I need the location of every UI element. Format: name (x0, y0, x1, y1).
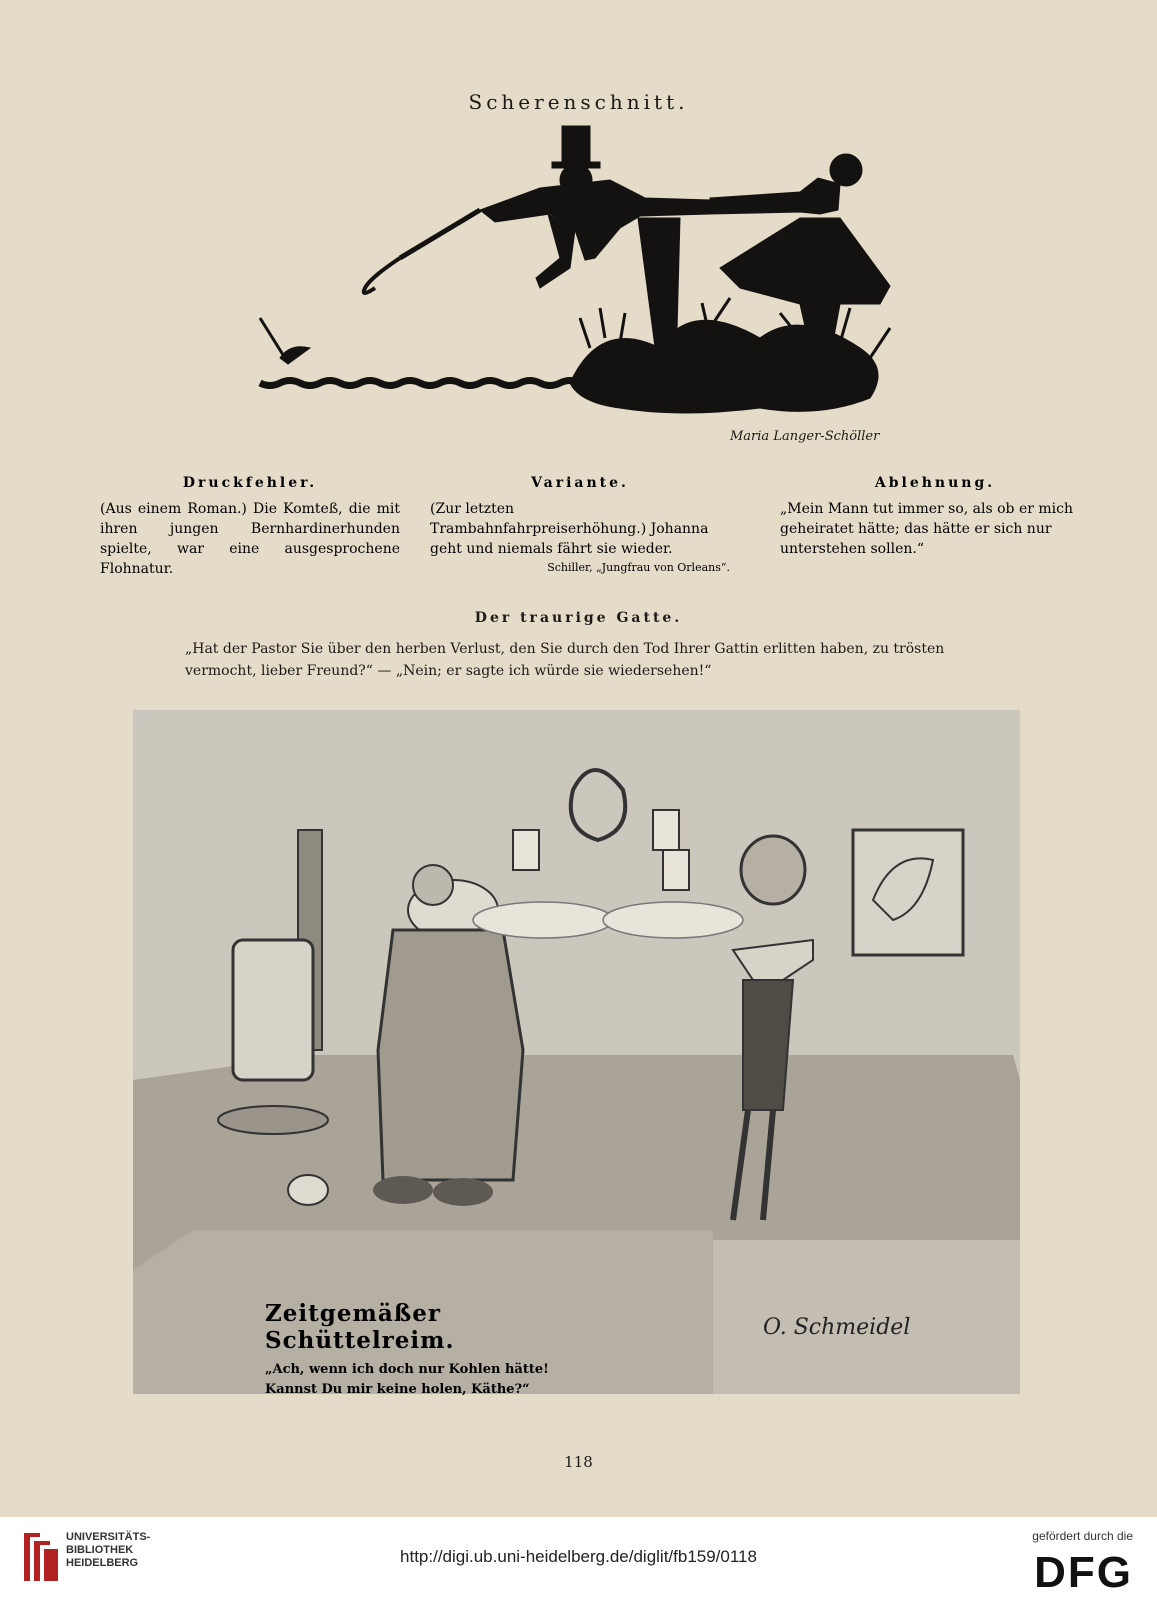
library-name-line: HEIDELBERG (66, 1557, 139, 1569)
library-name-line: UNIVERSITÄTS- (66, 1531, 151, 1543)
cartoon-caption (265, 1300, 605, 1400)
cartoon-signature: O. Schmeidel (763, 1315, 911, 1340)
viewer-footer (0, 1517, 1157, 1603)
silhouette-signature: Maria Langer-Schöller (730, 429, 880, 444)
library-name-line: BIBLIOTHEK (66, 1544, 134, 1556)
section-heading: Der traurige Gatte. (474, 610, 683, 626)
page-number: 118 (564, 1453, 593, 1471)
funding-label: gefördert durch die (1032, 1529, 1133, 1543)
column-text: (Aus einem Roman.) Die Komteß, die mit ihren jungen Bernhardinerhunden spielte, war eine ausgesprochene Flohnatur. (100, 501, 400, 577)
section-text: „Hat der Pastor Sie über den herben Verlust, den Sie durch den Tod Ihrer Gattin erlitten haben, zu trösten vermocht, lieber Freund?“ — „Nein; er sagte ich würde sie wiedersehen!“ (185, 641, 945, 679)
caption-line: Kannst Du mir keine holen, Käthe?“ (265, 1382, 530, 1397)
page-title: Scherenschnitt. (468, 90, 689, 114)
dfg-logo[interactable]: DFG (1034, 1548, 1133, 1597)
column-druckfehler (100, 475, 400, 579)
column-text: (Zur letzten Trambahnfahrpreiserhöhung.) Johanna geht und niemals fährt sie wieder. (430, 501, 709, 557)
column-variante (430, 475, 730, 574)
column-heading: Ablehnung. (874, 475, 996, 491)
caption-line: „Ach, wenn ich doch nur Kohlen hätte! (265, 1362, 549, 1377)
caption-title: Zeitgemäßer Schüttelreim. (265, 1300, 455, 1354)
silhouette-illustration (240, 118, 920, 463)
column-heading: Variante. (531, 475, 629, 491)
column-text: „Mein Mann tut immer so, als ob er mich geheiratet hätte; das hätte er sich nur unterstehen sollen.“ (780, 501, 1074, 557)
cartoon-illustration (133, 710, 1020, 1394)
permalink[interactable]: http://digi.ub.uni-heidelberg.de/diglit/fb159/0118 (400, 1547, 757, 1566)
citation: Schiller, „Jungfrau von Orleans“. (547, 561, 730, 574)
column-ablehnung (780, 475, 1090, 559)
column-heading: Druckfehler. (182, 475, 318, 491)
